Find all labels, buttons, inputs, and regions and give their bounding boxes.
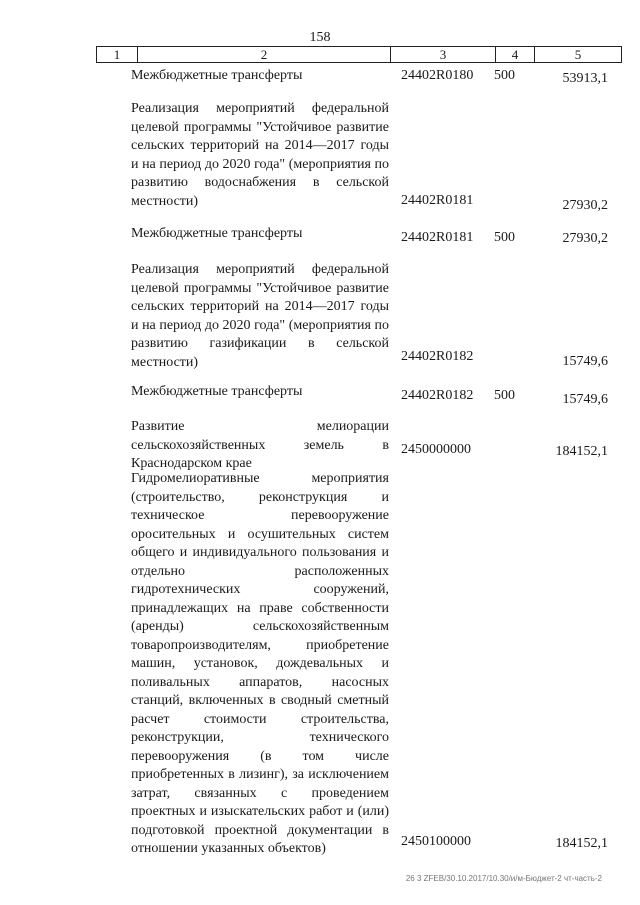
row-amount: 15749,6 [562,354,608,369]
row-name: Межбюджетные трансферты [131,68,303,83]
column-header-5: 5 [535,47,622,63]
row-code: 24402R0182 [401,388,474,403]
column-header-row [96,46,622,63]
row-amount: 27930,2 [562,231,608,246]
row-amount: 184152,1 [555,444,608,459]
row-name: Реализация мероприятий федеральной целевой программы "Устойчивое развитие сельских территорий на 2014—2017 годы и на период до 2020 года" (мероприятия по развитию газификации в сельской местности) [131,262,389,370]
column-header-3: 3 [391,47,496,63]
column-header-4: 4 [496,47,535,63]
row-vr: 500 [494,68,515,83]
row-amount: 184152,1 [555,836,608,851]
page-number: 158 [309,30,331,45]
column-header-1: 1 [97,47,138,63]
column-header-2: 2 [138,47,391,63]
row-amount: 15749,6 [562,392,608,407]
row-code: 24402R0181 [401,230,474,245]
row-code: 24402R0181 [401,193,474,208]
row-vr: 500 [494,388,515,403]
row-name: Межбюджетные трансферты [131,384,303,399]
row-name: Развитие мелиорации сельскохозяйственных земель в Краснодарском крае [131,419,389,471]
row-code: 2450100000 [401,834,471,849]
row-name: Реализация мероприятий федеральной целевой программы "Устойчивое развитие сельских территорий на 2014—2017 годы и на период до 2020 года" (мероприятия по развитию водоснабжения в сельской местности) [131,101,389,209]
row-vr: 500 [494,230,515,245]
row-amount: 27930,2 [562,198,608,213]
row-code: 24402R0182 [401,349,474,364]
row-code: 24402R0180 [401,68,474,83]
row-amount: 53913,1 [562,71,608,86]
row-name: Межбюджетные трансферты [131,226,303,241]
row-name: Гидромелиоративные мероприятия (строительство, реконструкция и техническое перевооружение оросительных и осушительных систем общего и индивидуального пользования и отдельно расположенных гидротехнических сооружений, принадлежащих на праве собственности (аренды) сельскохозяйственным товаропроизводителям, приобретение машин, установок, дождевальных и поливальных аппаратов, насосных станций, включенных в сводный сметный расчет стоимости строительства, реконструкции, технического перевооружения (в том числе приобретенных в лизинг), за исключением затрат, связанных с проведением проектных и изыскательских работ и (или) подготовкой проектной документации в отношении указанных объектов) [131,471,389,856]
row-code: 2450000000 [401,442,471,457]
footer-note: 26 3 ZFEB/30.10.2017/10.30/и/м-Бюджет-2 чт-часть-2 [405,874,602,883]
